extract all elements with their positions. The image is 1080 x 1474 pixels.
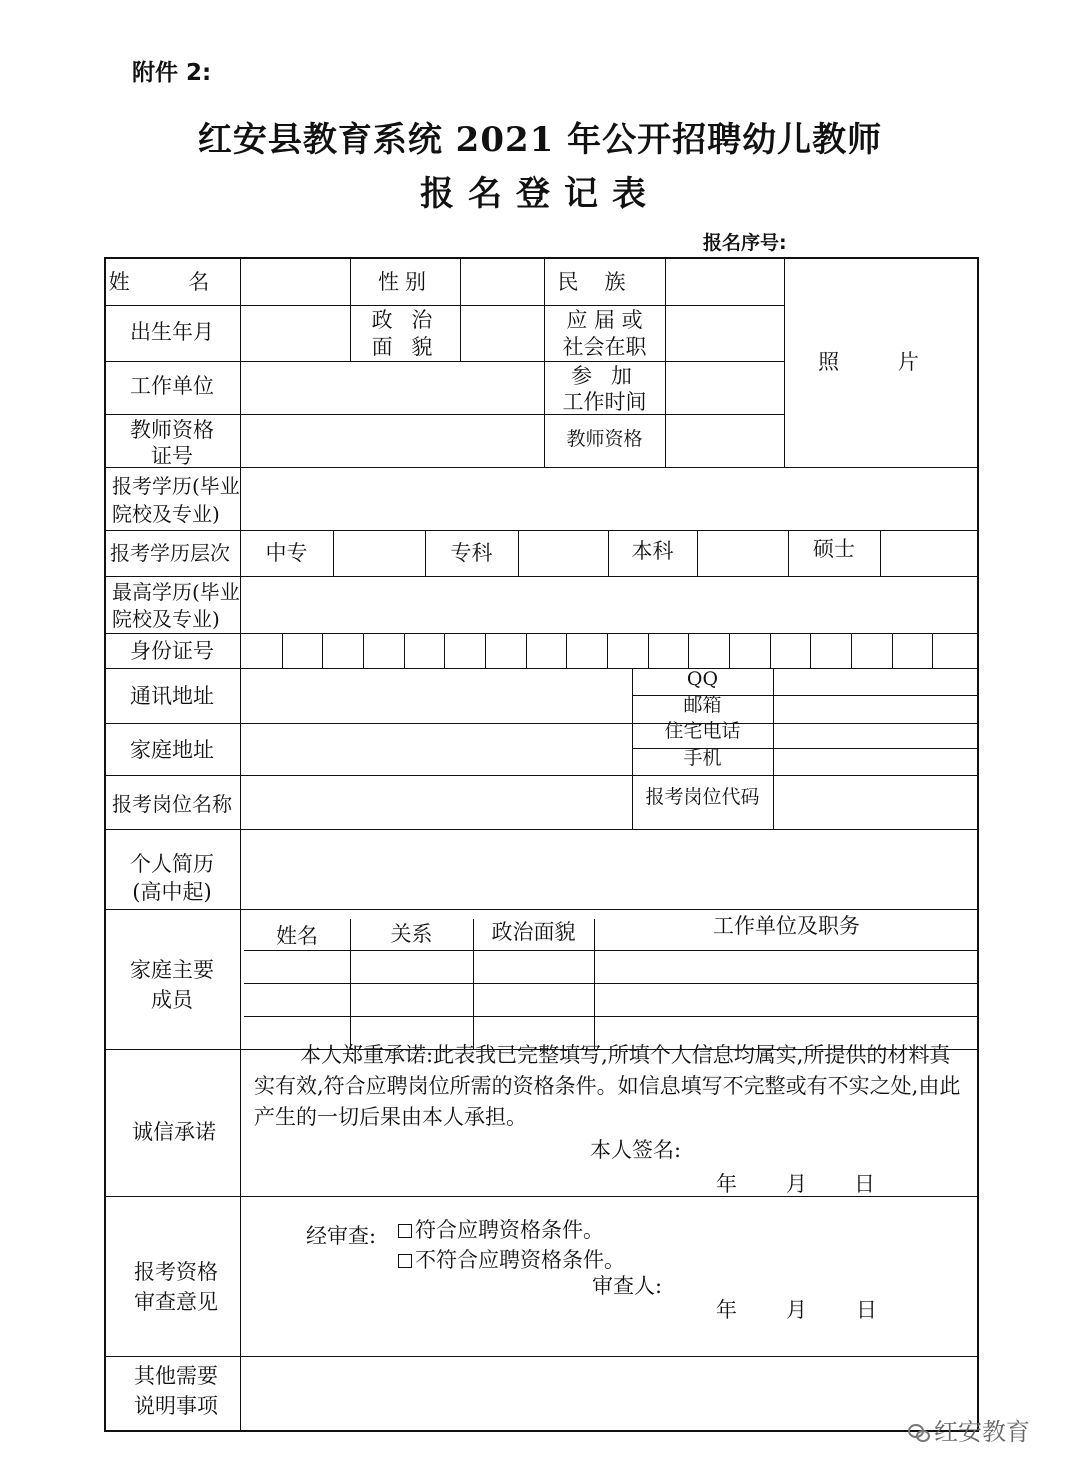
family-col-political: 政治面貌 xyxy=(491,920,576,944)
label-home-phone: 住宅电话 xyxy=(664,720,741,742)
pledge-day: 日 xyxy=(854,1172,875,1196)
col-line xyxy=(518,530,519,576)
review-day: 日 xyxy=(856,1298,877,1322)
row-line xyxy=(104,1356,979,1357)
col-line xyxy=(880,530,881,576)
label-edu-2: 院校及专业) xyxy=(112,502,220,526)
col-line xyxy=(665,257,666,467)
label-address: 通讯地址 xyxy=(130,684,214,708)
option-pass[interactable] xyxy=(398,1218,604,1243)
serial-number-label: 报名序号: xyxy=(703,232,787,254)
row-line xyxy=(104,1196,979,1197)
label-worktime-2: 工作时间 xyxy=(562,390,647,414)
review-month: 月 xyxy=(786,1298,807,1322)
label-resume-1: 个人简历 xyxy=(130,852,214,876)
id-cell-line xyxy=(526,633,527,668)
family-col-relation: 关系 xyxy=(390,922,433,946)
label-mobile: 手机 xyxy=(683,747,722,769)
id-cell-line xyxy=(810,633,811,668)
signature-label: 本人签名: xyxy=(590,1138,682,1162)
label-review-1: 报考资格 xyxy=(134,1260,218,1284)
id-cell-line xyxy=(485,633,486,668)
id-cell-line xyxy=(404,633,405,668)
attachment-label: 附件 2: xyxy=(132,60,212,86)
row-line xyxy=(104,576,979,577)
label-position-code: 报考岗位代码 xyxy=(645,786,760,808)
label-email: 邮箱 xyxy=(683,694,722,716)
id-cell-line xyxy=(688,633,689,668)
row-line xyxy=(104,723,979,724)
level-benke: 本科 xyxy=(631,539,674,563)
row-line xyxy=(104,775,979,776)
label-resume-2: (高中起) xyxy=(132,880,212,904)
row-line xyxy=(104,829,979,830)
id-cell-line xyxy=(892,633,893,668)
id-cell-line xyxy=(282,633,283,668)
id-cell-line xyxy=(566,633,567,668)
label-other-2: 说明事项 xyxy=(134,1394,218,1418)
label-work-unit: 工作单位 xyxy=(130,374,214,398)
id-cell-line xyxy=(851,633,852,668)
photo-box: 照 片 xyxy=(818,350,945,374)
label-gender: 性别 xyxy=(378,270,432,294)
reviewed-label: 经审查: xyxy=(306,1224,377,1248)
id-cell-line xyxy=(932,633,933,668)
row-line xyxy=(104,361,784,362)
level-zhuanke: 专科 xyxy=(450,541,493,565)
checkbox-fail[interactable] xyxy=(398,1254,412,1268)
label-status-2: 社会在职 xyxy=(562,335,647,359)
col-line xyxy=(697,530,698,576)
row-line xyxy=(104,414,784,415)
col-line xyxy=(333,530,334,576)
label-political-2: 面 貌 xyxy=(371,335,439,359)
form-title: 红安县教育系统 2021 年公开招聘幼儿教师 xyxy=(197,120,883,160)
id-cell-line xyxy=(648,633,649,668)
label-birth: 出生年月 xyxy=(130,320,214,344)
family-col-name: 姓名 xyxy=(276,924,318,948)
pledge-text: 本人郑重承诺:此表我已完整填写,所填个人信息均属实,所提供的材料真实有效,符合应聘岗位所需的资格条件。如信息填写不完整或有不实之处,由此产生的一切后果由本人承担。 xyxy=(254,1043,961,1129)
reviewer-label: 审查人: xyxy=(592,1274,663,1298)
label-ethnicity: 民族 xyxy=(557,270,652,294)
row-line xyxy=(104,633,979,634)
label-family-2: 成员 xyxy=(151,988,193,1012)
label-other-1: 其他需要 xyxy=(134,1364,218,1388)
id-cell-line xyxy=(770,633,771,668)
wechat-icon xyxy=(908,1424,930,1442)
id-cell-line xyxy=(363,633,364,668)
option-fail[interactable] xyxy=(398,1248,625,1273)
label-cert-no-2: 证号 xyxy=(151,444,193,468)
label-edu-level: 报考学历层次 xyxy=(110,541,230,565)
label-top-edu-1: 最高学历(毕业 xyxy=(112,580,240,604)
label-family-1: 家庭主要 xyxy=(130,958,214,982)
option-pass-text: 符合应聘资格条件。 xyxy=(415,1218,604,1242)
label-worktime-1: 参 加 xyxy=(571,364,638,388)
label-review-2: 审查意见 xyxy=(134,1290,218,1314)
col-line xyxy=(240,257,241,1432)
col-line xyxy=(773,668,774,829)
family-col-work: 工作单位及职务 xyxy=(713,914,860,938)
row-line xyxy=(104,530,979,531)
label-cert-no-1: 教师资格 xyxy=(130,418,214,442)
watermark xyxy=(908,1412,1030,1447)
col-line xyxy=(460,257,461,361)
pledge-month: 月 xyxy=(786,1172,807,1196)
label-home-address: 家庭地址 xyxy=(130,738,214,762)
level-shuoshi: 硕士 xyxy=(813,537,855,561)
option-fail-text: 不符合应聘资格条件。 xyxy=(415,1248,625,1272)
row-line xyxy=(104,668,979,669)
label-pledge: 诚信承诺 xyxy=(132,1120,216,1144)
family-line xyxy=(244,1016,979,1017)
family-line xyxy=(244,950,979,951)
label-edu-1: 报考学历(毕业 xyxy=(112,474,240,498)
label-status-1: 应 届 或 xyxy=(566,308,643,332)
id-cell-line xyxy=(607,633,608,668)
form-subtitle: 报名登记表 xyxy=(420,174,660,214)
id-cell-line xyxy=(322,633,323,668)
checkbox-pass[interactable] xyxy=(398,1224,412,1238)
label-id-no: 身份证号 xyxy=(130,639,214,663)
label-name: 姓 名 xyxy=(108,270,236,294)
label-cert: 教师资格 xyxy=(566,428,643,450)
review-year: 年 xyxy=(716,1298,737,1322)
family-line xyxy=(244,983,979,984)
label-qq: QQ xyxy=(686,668,719,690)
level-zhongzhuan: 中专 xyxy=(265,541,308,565)
label-top-edu-2: 院校及专业) xyxy=(112,607,220,631)
label-position-name: 报考岗位名称 xyxy=(112,792,232,816)
id-cell-line xyxy=(444,633,445,668)
id-cell-line xyxy=(729,633,730,668)
row-line xyxy=(104,909,979,910)
pledge-year: 年 xyxy=(716,1172,737,1196)
row-line xyxy=(104,305,784,306)
label-political-1: 政 治 xyxy=(371,308,439,332)
watermark-text: 红安教育 xyxy=(934,1418,1030,1446)
